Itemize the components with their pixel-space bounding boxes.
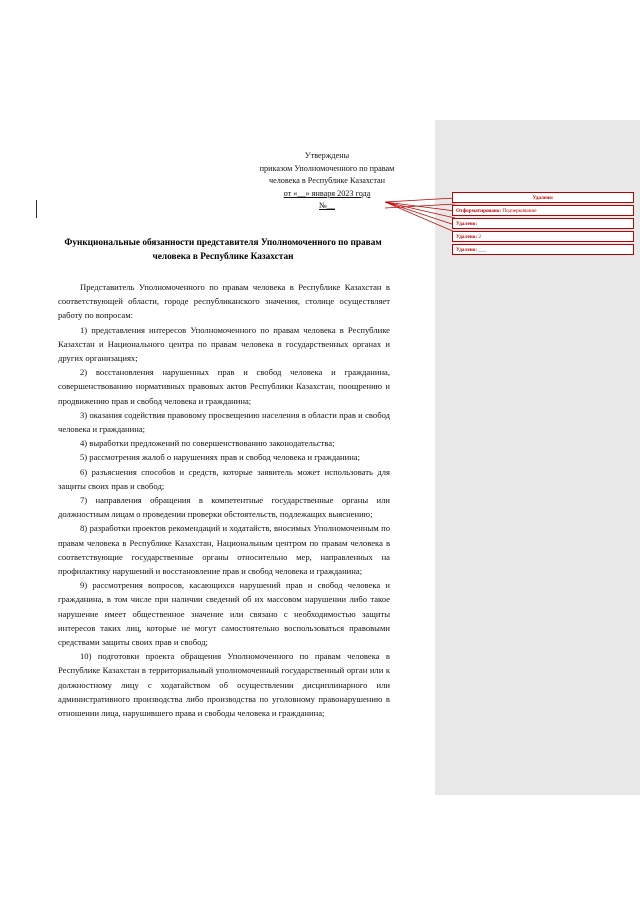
- review-balloon[interactable]: [452, 192, 634, 203]
- paragraph-item-8: 8) разработки проектов рекомендаций и ходатайств, вносимых Уполномоченным по правам человека в Республике Казахстан, Национальным центром по правам человека в соответствующие государственные органы относительно мер, направленных на профилактику нарушений и восстановление прав и свобод человека и гражданина;: [58, 523, 390, 577]
- review-balloon-text: 2: [478, 234, 481, 240]
- paragraph-item-9: 9) рассмотрения вопросов, касающихся нарушений прав и свобод человека и гражданина, в том числе при наличии сведений об их массовом нарушении либо такое нарушение имеет общественное значение или связано с необходимостью защиты интересов таких лиц, которые не могут самостоятельно воспользоваться правовыми средствами защиты своих прав и свобод;: [58, 580, 390, 648]
- review-balloon-label: Удалено:: [456, 221, 478, 227]
- review-balloon-text: Подчеркивание: [502, 208, 537, 214]
- document-content: [58, 280, 390, 720]
- paragraph-intro: Представитель Уполномоченного по правам человека в Республике Казахстан в соответствующей области, городе республиканского значения, столице осуществляет работу по вопросам:: [58, 282, 390, 321]
- paragraph-item-10: 10) подготовки проекта обращения Уполномоченного по правам человека в Республике Казахстан в территориальный уполномоченный государственный орган или к должностному лицу с ходатайством об осуществлении дисциплинарного или административного производства либо производства по уголовному правонарушению в отношении лица, нарушившего права и свободы человека и гражданина;: [58, 651, 390, 719]
- review-balloon-label: Отформатировано:: [456, 208, 502, 214]
- review-balloon-label: Удалено:: [456, 234, 478, 240]
- paragraph-item-5: 5) рассмотрения жалоб о нарушениях прав и свобод человека и гражданина;: [80, 452, 361, 463]
- header-line-2: приказом Уполномоченного по правам: [259, 163, 395, 173]
- change-bar: [36, 200, 37, 218]
- document-header: [232, 150, 422, 213]
- review-balloon[interactable]: [452, 205, 634, 216]
- header-line-5: №__: [319, 201, 335, 211]
- review-balloon-text: ___: [478, 247, 487, 253]
- paragraph-item-1: 1) представления интересов Уполномоченного по правам человека в Республике Казахстан и Национального центра по правам человека в государственных органах и других организациях;: [58, 324, 390, 364]
- header-line-3: человека в Республике Казахстан: [268, 176, 386, 186]
- review-balloon-label: Удалено:: [456, 247, 478, 253]
- review-comment-balloons: [452, 192, 634, 257]
- review-balloon[interactable]: [452, 244, 634, 255]
- page-title: Функциональные обязанности представителя Уполномоченного по правам человека в Республике Казахстан: [64, 238, 382, 262]
- header-line-4: от «__» января 2023 года: [283, 188, 371, 198]
- review-balloon[interactable]: [452, 231, 634, 242]
- paragraph-item-3: 3) оказания содействия правовому просвещению населения в области прав и свобод человека и гражданина;: [58, 409, 390, 435]
- paragraph-item-4: 4) выработки предложений по совершенствованию законодательства;: [80, 438, 335, 449]
- paragraph-item-2: 2) восстановления нарушенных прав и свобод человека и гражданина, совершенствованию нормативных правовых актов Республики Казахстан, поощрению и продвижению прав и свобод человека и гражданина;: [58, 367, 390, 406]
- header-line-1: Утверждены: [304, 151, 350, 160]
- review-balloon[interactable]: [452, 218, 634, 229]
- paragraph-item-6: 6) разъяснения способов и средств, которые заявитель может использовать для защиты своих прав и свобод;: [58, 466, 390, 491]
- review-balloon-label: Удалено:: [532, 195, 554, 201]
- paragraph-item-7: 7) направления обращения в компетентные государственные органы или должностным лицам о проведении проверки обстоятельств, подлежащих выяснению;: [58, 495, 390, 520]
